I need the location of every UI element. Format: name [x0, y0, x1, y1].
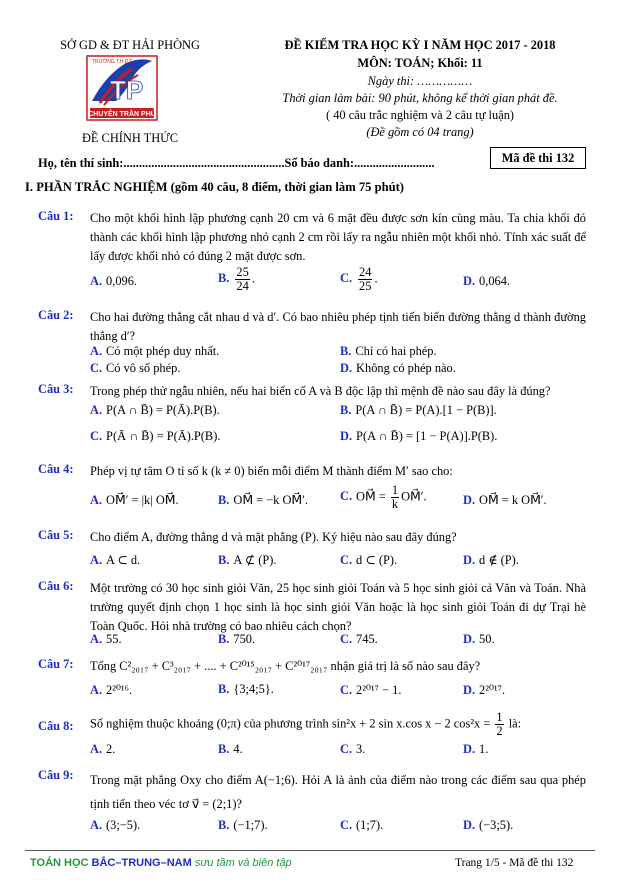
q1-option-c[interactable]: C. $\frac{24}{25}$ .: [340, 265, 378, 293]
q2-option-b[interactable]: B. Chỉ có hai phép.: [340, 344, 437, 358]
question-5-label: Câu 5:: [38, 528, 74, 542]
school-logo: [86, 55, 158, 121]
question-5-text: Cho điểm A, đường thẳng d và mặt phẳng (P). Ký hiệu nào sau đây đúng?: [90, 530, 457, 544]
exam-date: Ngày thi: ……………: [367, 74, 473, 88]
q2-option-d[interactable]: D. Không có phép nào.: [340, 361, 456, 375]
question-8-text: Số nghiệm thuộc khoảng (0;π) của phương trình sin²x + 2 sin x.cos x − 2 cos²x = $\frac{1}{2}$ là:: [90, 710, 522, 738]
question-4-text: Phép vị tự tâm O tỉ số k (k ≠ 0) biến mỗi điểm M thành điểm M′ sao cho:: [90, 464, 453, 478]
q7-option-d[interactable]: D. 2²⁰¹⁷.: [463, 683, 506, 697]
q9-option-b[interactable]: B. (−1;7).: [218, 818, 268, 832]
q4-option-b[interactable]: B. OM⃗ = −k OM⃗′.: [218, 493, 308, 507]
question-1-text: Cho một khối hình lập phương cạnh 20 cm và 6 mặt đều được sơn kín cùng màu. Ta chia khối đó thành các khối hình lập phương nhỏ cạnh 2 cm rồi lấy ra ngẫu nhiên một khối nhỏ. Tính xác suất để lấy được khối nhỏ có đúng 2 mặt được sơn.: [90, 211, 586, 263]
q5-option-b[interactable]: B. A ⊄ (P).: [218, 553, 277, 567]
q2-option-a[interactable]: A. Có một phép duy nhất.: [90, 344, 220, 358]
page-info: Trang 1/5 - Mã đề thi 132: [455, 857, 574, 869]
q4-option-a[interactable]: A. OM⃗′ = |k| OM⃗.: [90, 493, 179, 507]
question-6-label: Câu 6:: [38, 579, 74, 593]
q5-option-a[interactable]: A. A ⊂ d.: [90, 553, 141, 567]
q1-option-d[interactable]: D. 0,064.: [463, 274, 511, 288]
question-2-label: Câu 2:: [38, 308, 74, 322]
footer-brand: TOÁN HỌC BẮC–TRUNG–NAM sưu tầm và biên tập: [30, 857, 292, 869]
q6-option-a[interactable]: A. 55.: [90, 632, 122, 646]
footer-divider: [25, 850, 595, 851]
exam-pages: (Đề gồm có 04 trang): [366, 125, 474, 139]
q3-option-c[interactable]: C. P(Ā ∩ B̄) = P(Ā).P(B).: [90, 429, 221, 443]
q8-option-b[interactable]: B. 4.: [218, 742, 243, 756]
q3-option-d[interactable]: D. P(A ∩ B̄) = [1 − P(A)].P(B).: [340, 429, 498, 443]
question-3-text: Trong phép thử ngẫu nhiên, nếu hai biến cố A và B độc lập thì mệnh đề nào sau đây là đúng?: [90, 384, 551, 398]
q5-option-c[interactable]: C. d ⊂ (P).: [340, 553, 398, 567]
question-6-text: Một trường có 30 học sinh giỏi Văn, 25 học sinh giỏi Toán và 5 học sinh giỏi cả Văn và Toán. Nhà trường quyết định chọn 1 học sinh là học sinh giỏi Văn hoặc là học sinh giỏi Toán đi dự Trại hè Toàn Quốc. Hỏi nhà trường có bao nhiêu cách chọn?: [90, 581, 586, 633]
q5-option-d[interactable]: D. d ∉ (P).: [463, 553, 519, 567]
q9-option-c[interactable]: C. (1;7).: [340, 818, 384, 832]
q7-option-a[interactable]: A. 2²⁰¹⁶.: [90, 683, 133, 697]
logo-icon: [86, 55, 158, 121]
student-info-line: Họ, tên thí sinh:....................................................Số báo danh:..........................: [38, 156, 435, 170]
q8-option-d[interactable]: D. 1.: [463, 742, 489, 756]
exam-subject: MÔN: TOÁN; Khối: 11: [357, 56, 483, 70]
q7-option-c[interactable]: C. 2²⁰¹⁷ − 1.: [340, 683, 402, 697]
q8-option-a[interactable]: A. 2.: [90, 742, 116, 756]
logo-letters: TP: [110, 75, 144, 105]
q9-option-a[interactable]: A. (3;−5).: [90, 818, 141, 832]
q7-option-b[interactable]: B. {3;4;5}.: [218, 682, 274, 696]
official-label: ĐỀ CHÍNH THỨC: [81, 131, 179, 145]
exam-time: Thời gian làm bài: 90 phút, không kể thời gian phát đề.: [282, 91, 558, 105]
q1-option-a[interactable]: A. 0,096.: [90, 274, 138, 288]
section-title: I. PHẦN TRẮC NGHIỆM (gồm 40 câu, 8 điểm, thời gian làm 75 phút): [25, 180, 404, 194]
q6-option-b[interactable]: B. 750.: [218, 632, 256, 646]
exam-code-box: Mã đề thi 132: [490, 147, 586, 169]
q3-option-a[interactable]: A. P(A ∩ B̄) = P(Ā).P(B).: [90, 403, 220, 417]
logo-bottom-text: CHUYÊN TRẦN PHÚ: [88, 111, 156, 118]
question-9-text: Trong mặt phẳng Oxy cho điểm A(−1;6). Hỏi A là ảnh của điểm nào trong các điểm sau qua phép tịnh tiến theo véc tơ v⃗ = (2;1)?: [90, 773, 586, 811]
q4-option-d[interactable]: D. OM⃗ = k OM⃗′.: [463, 493, 547, 507]
question-9-label: Câu 9:: [38, 768, 74, 782]
question-4-label: Câu 4:: [38, 462, 74, 476]
question-8-label: Câu 8:: [38, 719, 74, 733]
question-1-label: Câu 1:: [38, 209, 74, 223]
question-7-label: Câu 7:: [38, 657, 74, 671]
q1-option-b[interactable]: B. $\frac{25}{24}$ .: [218, 265, 255, 293]
q3-option-b[interactable]: B. P(A ∩ B̄) = P(A).[1 − P(B)].: [340, 403, 497, 417]
q9-option-d[interactable]: D. (−3;5).: [463, 818, 514, 832]
exam-composition: ( 40 câu trắc nghiệm và 2 câu tự luận): [325, 108, 515, 122]
q4-option-c[interactable]: C. OM⃗ = $\frac{1}{k}$ OM⃗′.: [340, 483, 427, 511]
q2-option-c[interactable]: C. Có vô số phép.: [90, 361, 181, 375]
question-3-label: Câu 3:: [38, 382, 74, 396]
department-name: SỞ GD & ĐT HẢI PHÒNG: [60, 38, 200, 52]
question-7-text: Tổng C²₂₀₁₇ + C³₂₀₁₇ + .... + C²⁰¹⁵₂₀₁₇ + C²⁰¹⁷₂₀₁₇ nhận giá trị là số nào sau đây?: [90, 659, 481, 673]
logo-top-text: TRƯỜNG T.H.P.T: [92, 59, 133, 65]
q8-option-c[interactable]: C. 3.: [340, 742, 366, 756]
exam-title: ĐỀ KIỂM TRA HỌC KỲ I NĂM HỌC 2017 - 2018: [284, 38, 556, 52]
q6-option-c[interactable]: C. 745.: [340, 632, 378, 646]
q6-option-d[interactable]: D. 50.: [463, 632, 495, 646]
question-2-text: Cho hai đường thẳng cắt nhau d và d′. Có bao nhiêu phép tịnh tiến biến đường thẳng d thành đường thẳng d′?: [90, 310, 586, 343]
